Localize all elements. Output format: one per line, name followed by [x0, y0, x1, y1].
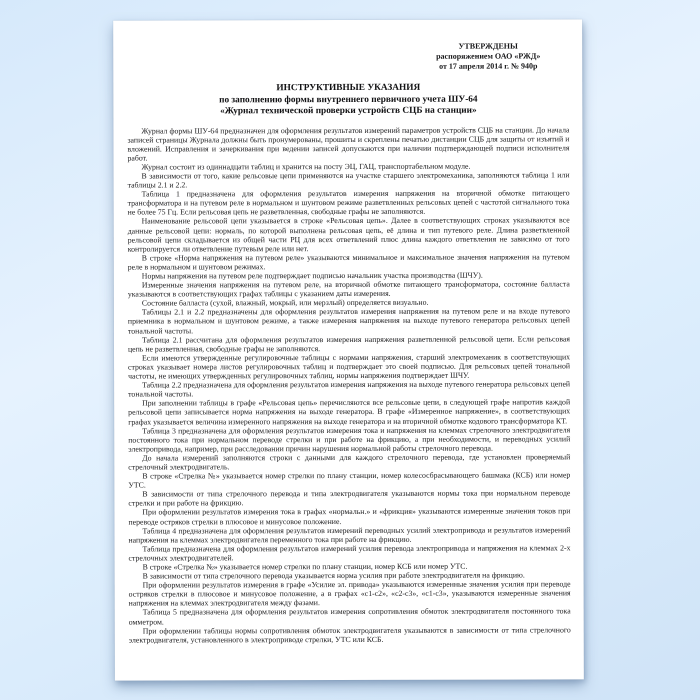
- paragraph-15: Таблица 3 предназначена для оформления результатов измерения тока и напряжения на клеммах стрелочного электродвигателя постоянного тока при нормальном переводе стрелки и при работе на фрикцию, а при необходимости, и переводных усилий электропривода, например, при расследовании причин нарушения нормальной работы стрелочного перевода.: [128, 425, 571, 454]
- approval-line-3: от 17 апреля 2014 г. № 940р: [439, 61, 538, 71]
- paragraph-9: Состояние балласта (сухой, влажный, мокрый, или мерзлый) определяется визуально.: [141, 298, 429, 308]
- title-line-1: ИНСТРУКТИВНЫЕ УКАЗАНИЯ: [276, 82, 421, 94]
- document-body: [127, 125, 570, 644]
- approval-line-2: распоряжением ОАО «РЖД»: [436, 51, 541, 61]
- paragraph-21: Таблица предназначена для оформления результатов измерений усилия перевода электропривода и напряжения на клеммах 2-х стрелочных электродвигателей.: [128, 543, 571, 563]
- paragraph-25: Таблица 5 предназначена для оформления результатов измерения сопротивления обмоток электродвигателя постоянного тока омметром.: [128, 606, 571, 627]
- paragraph-24: При оформлении результатов измерения в графе «Усилие эл. привода» указываются измеренные значения усилия при переводе остряков стрелки в плюсовое и минусовое положение, а в графах «с1-с2», «с2-с3», «с1-с3», указываются измеренные значения напряжения на клеммах электродвигателя между фазами.: [128, 579, 571, 608]
- paragraph-5: Наименование рельсовой цепи указывается в строке «Рельсовая цепь». Далее в соответствующих строках указываются все данные рельсовой цепи: нормаль, по которой выполнена рельсовая цепь, её длина и тип путевого реле. Длина разветвленной рельсовой цепи складывается из общей части РЦ для всех ответвлений плюс длина каждого ответвления не зависимо от того контролируется ли ответвление путевым реле или нет.: [127, 215, 570, 254]
- document-page: [113, 19, 584, 680]
- paragraph-14: При заполнении таблицы в графе «Рельсовая цепь» перечисляются все рельсовые цепи, в следующей графе напротив каждой рельсовой цепи записывается норма напряжения на выходе генератора. В графе «Измеренное напряжение», в соответствующих графах указывается величина измеренного напряжения на выходе генератора и на вторичной обмотке кодового трансформатора КТ.: [128, 397, 571, 427]
- paragraph-13: Таблица 2.2 предназначена для оформления результатов измерения напряжения на выходе путевого генератора рельсовых цепей тональной частоты.: [128, 379, 571, 399]
- paragraph-10: Таблицы 2.1 и 2.2 предназначены для оформления результатов измерения напряжения на путевом реле и на входе путевого приемника в нормальном и шунтовом режиме, а также измерения напряжения на выходе путевого генератора рельсовых цепей тональной частоты.: [127, 306, 570, 336]
- paragraph-17: В строке «Стрелка №» указывается номер стрелки по плану станции, номер колесосбрасывающего башмака (КСБ) или номер УТС.: [128, 470, 571, 490]
- approval-line-1: УТВЕРЖДЕНЫ: [458, 41, 518, 51]
- paragraph-16: До начала измерений заполняются строки с данными для каждого стрелочного перевода, где установлен проверяемый стрелочный электродвигатель.: [128, 452, 571, 472]
- paragraph-20: Таблица 4 предназначена для оформления результатов измерений переводных усилий электропривода и результатов измерений напряжения на клеммах электродвигателя переменного тока при работе на фрикцию.: [128, 525, 571, 545]
- paragraph-6: В строке «Норма напряжения на путевом реле» указываются минимальное и максимальное значения напряжения на путевом реле в нормальном и шунтовом режимах.: [127, 252, 570, 272]
- paragraph-7: Нормы напряжения на путевом реле подтверждает подписью начальник участка производства (ШЧУ).: [141, 270, 483, 281]
- paragraph-8: Измеренные значения напряжения на путевом реле, на вторичной обмотке питающего трансформатора, состояние балласта указываются в соответствующих графах таблицы с указанием даты измерения.: [127, 279, 570, 299]
- paragraph-2: Журнал состоит из одиннадцати таблиц и хранится на посту ЭЦ, ГАЦ, транспортабельном модуле.: [141, 161, 471, 172]
- paragraph-22: В строке «Стрелка №» указывается номер стрелки по плану станции, номер КСБ или номер УТС.: [142, 561, 468, 572]
- paragraph-12: Если имеются утвержденные регулировочные таблицы с нормами напряжения, старший электромеханик в соответствующих строках указывает номера листов регулировочных таблиц и подтверждает это своей подписью. Для рельсовых цепей тональной частоты, не имеющих утвержденных регулировочных таблиц, нормы напряжения подтверждает ШЧУ.: [128, 352, 571, 381]
- approval-block: [408, 41, 568, 71]
- paragraph-4: Таблица 1 предназначена для оформления результатов измерения напряжения на вторичной обмотке питающего трансформатора и на путевом реле в нормальном и шунтовом режиме разветвленных рельсовых цепей с частотой сигнального тока не более 75 Гц. Если рельсовая цепь не разветвленная, свободные графы не заполняются.: [127, 188, 570, 217]
- paragraph-3: В зависимости от того, какие рельсовые цепи применяются на участке старшего электромеханика, заполняются таблица 1 или таблицы 2.1 и 2.2.: [127, 170, 570, 190]
- paragraph-26: При оформлении таблицы нормы сопротивления обмоток электродвигателя указываются в зависимости от типа стрелочного электродвигателя, установленного в электроприводе стрелки, УТС или КСБ.: [128, 625, 571, 645]
- paragraph-11: Таблица 2.1 рассчитана для оформления результатов измерения напряжения разветвленной рельсовой цепи. Если рельсовая цепь не разветвленная, свободные графы не заполняются.: [127, 334, 570, 354]
- title-line-3: «Журнал технической проверки устройств СЦБ на станции»: [220, 105, 477, 117]
- title-line-2: по заполнению формы внутреннего первичного учета ШУ-64: [219, 94, 478, 105]
- document-content: [113, 19, 584, 644]
- paragraph-23: В зависимости от типа стрелочного перевода указывается норма усилия при работе электродвигателя на фрикцию.: [142, 570, 525, 581]
- paragraph-18: В зависимости от типа стрелочного перевода и типа электродвигателя указываются нормы тока при нормальном переводе стрелки и при работе на фрикцию.: [128, 488, 571, 508]
- document-title: [127, 82, 569, 118]
- paragraph-19: При оформлении результатов измерения тока в графах «нормальн.» и «фрикция» указываются измеренные значения токов при переводе остряков стрелки в плюсовое и минусовое положение.: [128, 506, 571, 527]
- paragraph-1: Журнал формы ШУ-64 предназначен для оформления результатов измерений параметров устройств СЦБ на станции. До начала записей страницы Журнала должны быть пронумерованы, прошиты и скреплены печатью дистанции СЦБ для защиты от изъятий и вложений. Исправления и зачеркивания при ведении записей допускаются при наличии подтверждающей подписи исполнителя работ.: [127, 124, 570, 163]
